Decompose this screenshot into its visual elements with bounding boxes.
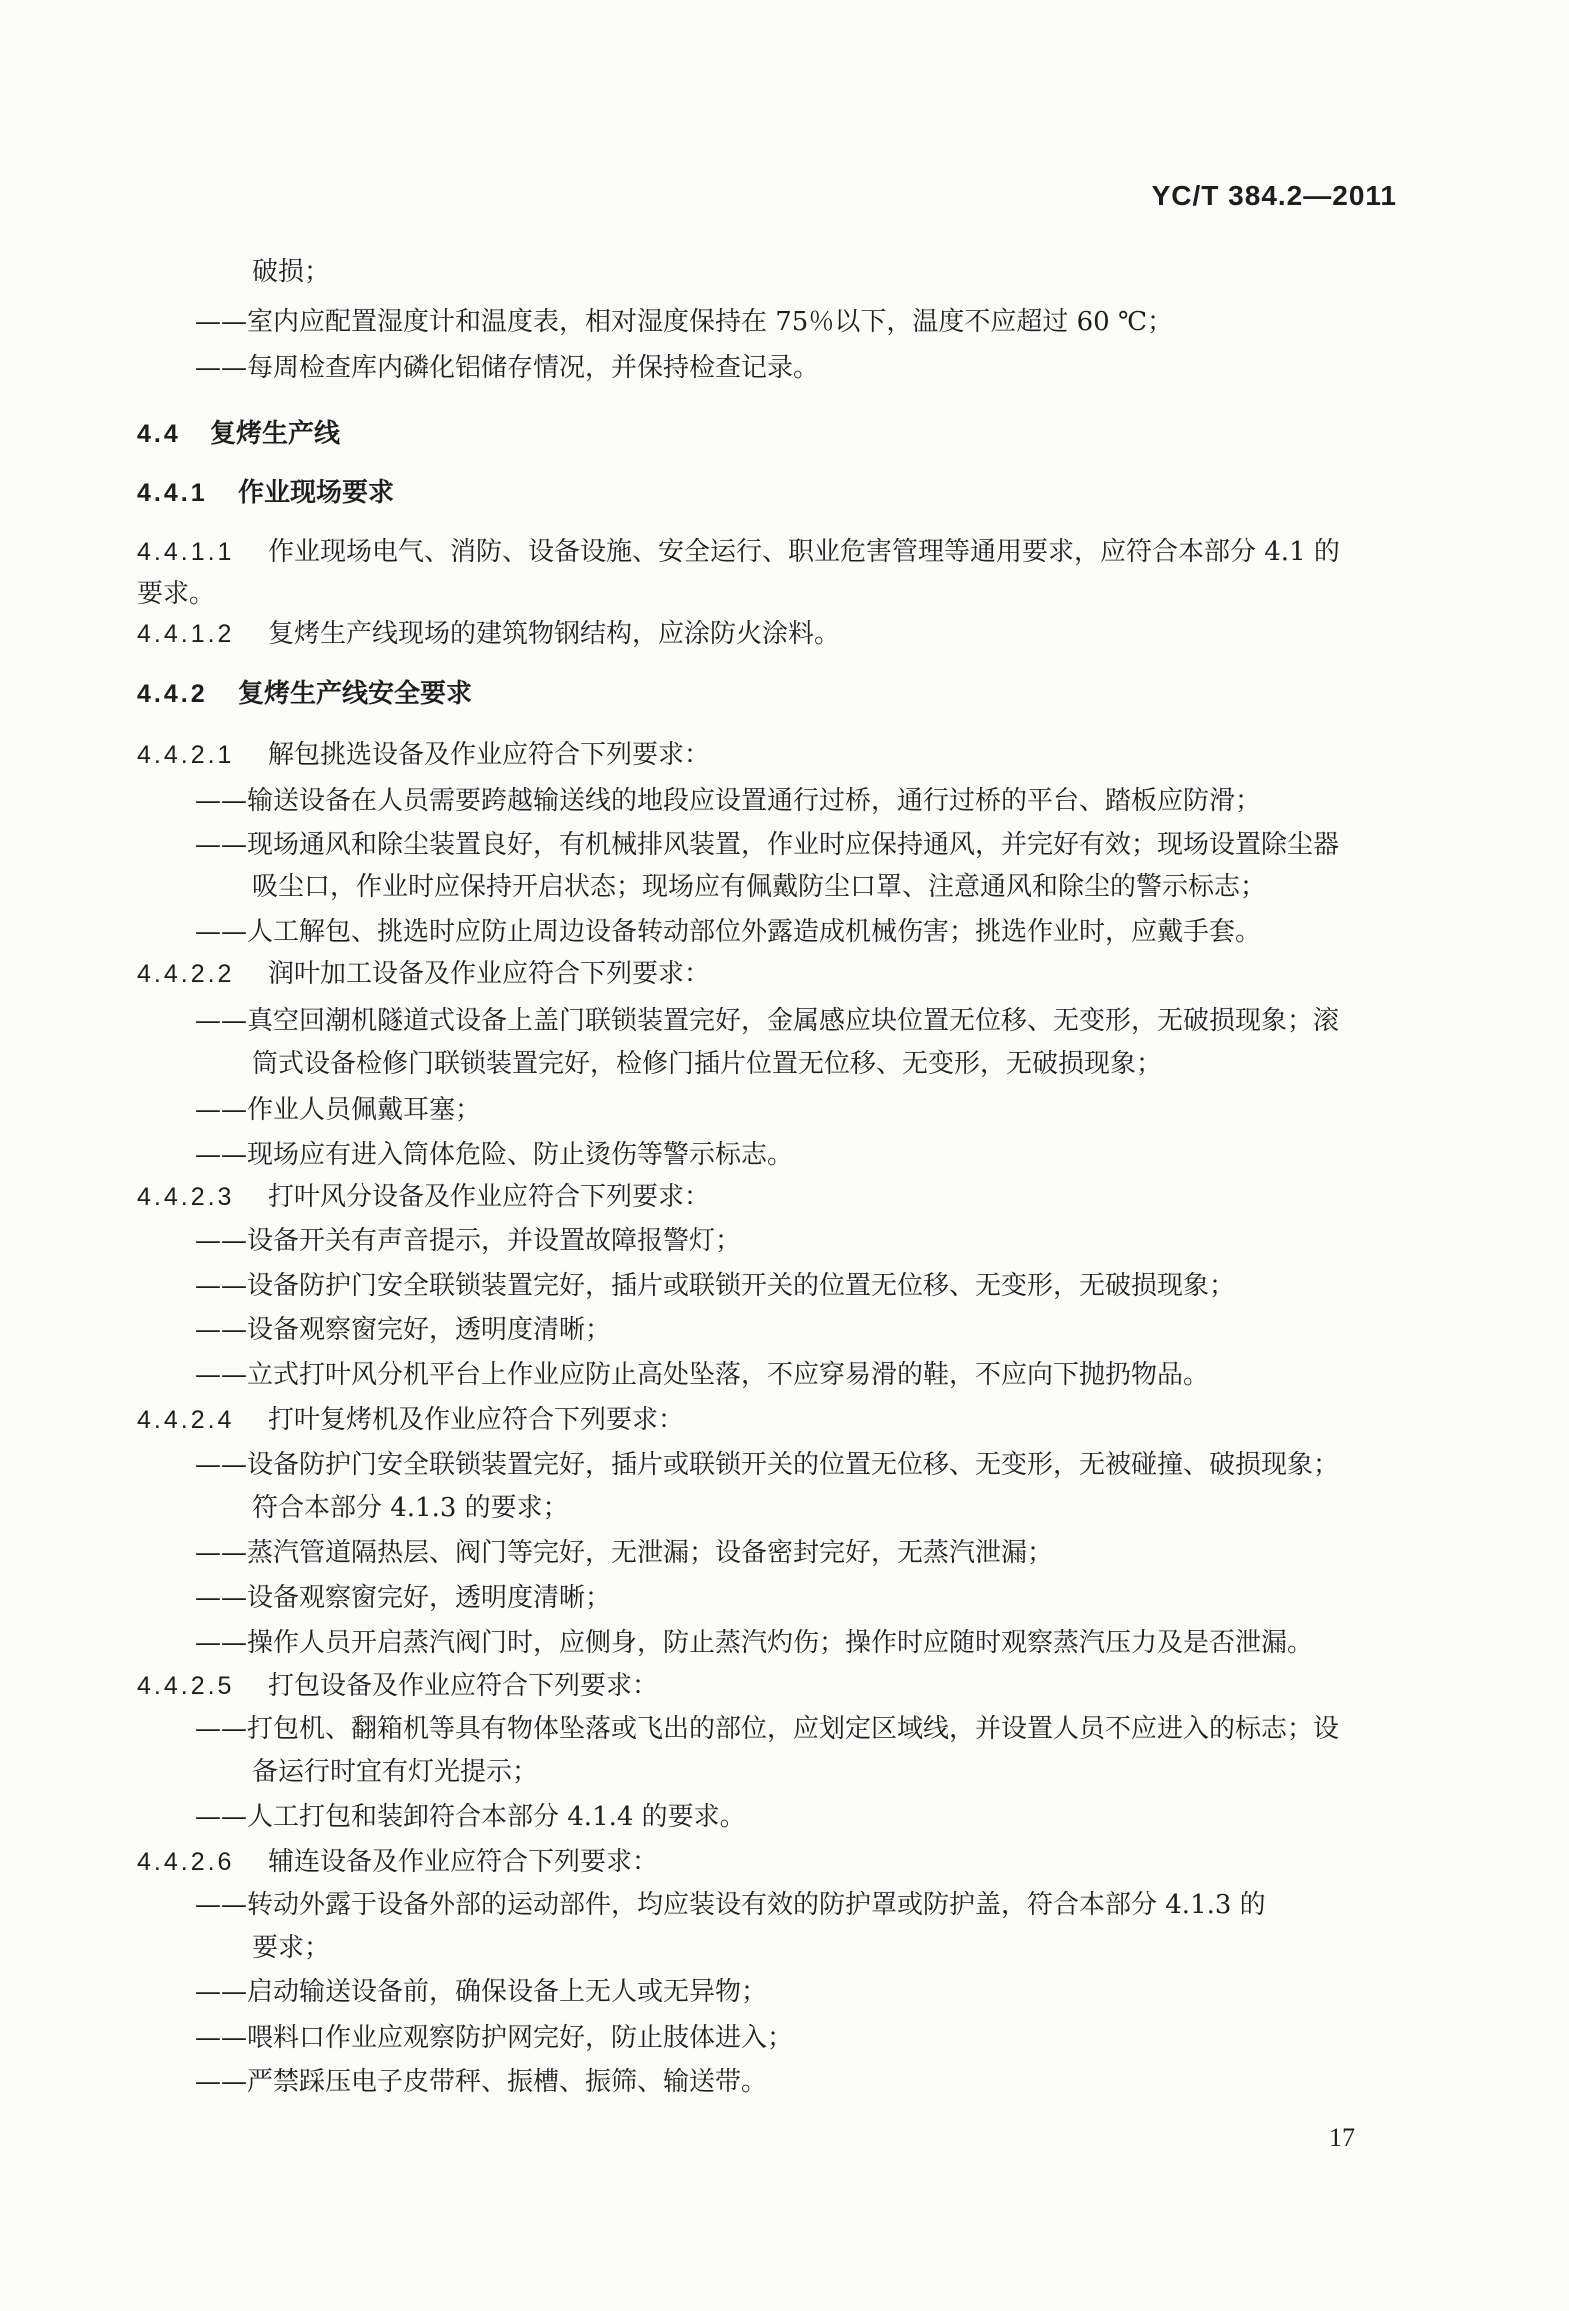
clause-number: 4.4.2.4	[137, 1406, 235, 1434]
list-item: ——人工解包、挑选时应防止周边设备转动部位外露造成机械伤害；挑选作业时，应戴手套。	[195, 917, 1262, 947]
text-line: 备运行时宜有灯光提示；	[252, 1757, 539, 1787]
section-heading: 复烤生产线	[210, 419, 341, 449]
list-item: ——设备防护门安全联锁装置完好，插片或联锁开关的位置无位移、无变形，无破损现象；	[195, 1271, 1236, 1301]
clause-number: 4.4.1.1	[137, 538, 235, 566]
list-item: ——操作人员开启蒸汽阀门时，应侧身，防止蒸汽灼伤；操作时应随时观察蒸汽压力及是否泄漏。	[195, 1628, 1314, 1658]
clause-number: 4.4.2.6	[137, 1848, 235, 1876]
list-item: ——设备防护门安全联锁装置完好，插片或联锁开关的位置无位移、无变形，无被碰撞、破损现象；	[195, 1450, 1340, 1480]
section-heading: 作业现场要求	[238, 478, 395, 508]
list-item: ——作业人员佩戴耳塞；	[195, 1095, 482, 1125]
clause-text: 复烤生产线现场的建筑物钢结构，应涂防火涂料。	[268, 619, 841, 649]
list-item: ——启动输送设备前，确保设备上无人或无异物；	[195, 1977, 768, 2007]
clause-text: 打叶风分设备及作业应符合下列要求：	[268, 1182, 711, 1212]
clause-number: 4.4.1.2	[137, 620, 235, 648]
standard-code: YC/T 384.2—2011	[1151, 180, 1397, 211]
text-line: 破损；	[252, 257, 331, 287]
text-line: 符合本部分 4.1.3 的要求；	[252, 1493, 569, 1523]
page-number: 17	[1329, 2123, 1355, 2152]
list-item: ——严禁踩压电子皮带秤、振槽、振筛、输送带。	[195, 2067, 768, 2097]
list-item: ——打包机、翻箱机等具有物体坠落或飞出的部位，应划定区域线，并设置人员不应进入的标志；设	[195, 1714, 1340, 1744]
section-number: 4.4	[137, 420, 181, 448]
clause-number: 4.4.2.1	[137, 741, 235, 769]
list-item: ——现场应有进入筒体危险、防止烫伤等警示标志。	[195, 1140, 794, 1170]
clause-text: 辅连设备及作业应符合下列要求：	[268, 1847, 659, 1877]
list-item: ——每周检查库内磷化铝储存情况，并保持检查记录。	[195, 353, 820, 383]
clause-text: 打包设备及作业应符合下列要求：	[268, 1671, 659, 1701]
list-item: ——转动外露于设备外部的运动部件，均应装设有效的防护罩或防护盖，符合本部分 4.1.3 的	[195, 1890, 1266, 1920]
text-line: 要求；	[252, 1933, 331, 1963]
text-line: 筒式设备检修门联锁装置完好，检修门插片位置无位移、无变形，无破损现象；	[252, 1049, 1163, 1079]
clause-number: 4.4.2.3	[137, 1183, 235, 1211]
list-item: ——设备观察窗完好，透明度清晰；	[195, 1315, 612, 1345]
clause-text: 作业现场电气、消防、设备设施、安全运行、职业危害管理等通用要求，应符合本部分 4.1 的	[268, 537, 1340, 567]
list-item: ——真空回潮机隧道式设备上盖门联锁装置完好，金属感应块位置无位移、无变形，无破损现象；滚	[195, 1006, 1340, 1036]
list-item: ——蒸汽管道隔热层、阀门等完好，无泄漏；设备密封完好，无蒸汽泄漏；	[195, 1538, 1054, 1568]
list-item: ——人工打包和装卸符合本部分 4.1.4 的要求。	[195, 1802, 746, 1832]
section-number: 4.4.2	[137, 680, 208, 708]
clause-text: 解包挑选设备及作业应符合下列要求：	[268, 740, 711, 770]
list-item: ——喂料口作业应观察防护网完好，防止肢体进入；	[195, 2023, 794, 2053]
list-item: ——室内应配置湿度计和温度表，相对湿度保持在 75％以下，温度不应超过 60 ℃；	[195, 307, 1174, 337]
section-number: 4.4.1	[137, 479, 208, 507]
list-item: ——立式打叶风分机平台上作业应防止高处坠落，不应穿易滑的鞋，不应向下抛扔物品。	[195, 1360, 1210, 1390]
section-heading: 复烤生产线安全要求	[238, 679, 473, 709]
text-line: 要求。	[137, 579, 216, 609]
list-item: ——设备观察窗完好，透明度清晰；	[195, 1583, 612, 1613]
clause-number: 4.4.2.5	[137, 1672, 235, 1700]
list-item: ——输送设备在人员需要跨越输送线的地段应设置通行过桥，通行过桥的平台、踏板应防滑；	[195, 786, 1262, 816]
list-item: ——设备开关有声音提示，并设置故障报警灯；	[195, 1226, 742, 1256]
clause-text: 润叶加工设备及作业应符合下列要求：	[268, 959, 711, 989]
text-line: 吸尘口，作业时应保持开启状态；现场应有佩戴防尘口罩、注意通风和除尘的警示标志；	[252, 872, 1267, 902]
list-item: ——现场通风和除尘装置良好，有机械排风装置，作业时应保持通风，并完好有效；现场设置除尘器	[195, 830, 1340, 860]
clause-number: 4.4.2.2	[137, 960, 235, 988]
clause-text: 打叶复烤机及作业应符合下列要求：	[268, 1405, 685, 1435]
